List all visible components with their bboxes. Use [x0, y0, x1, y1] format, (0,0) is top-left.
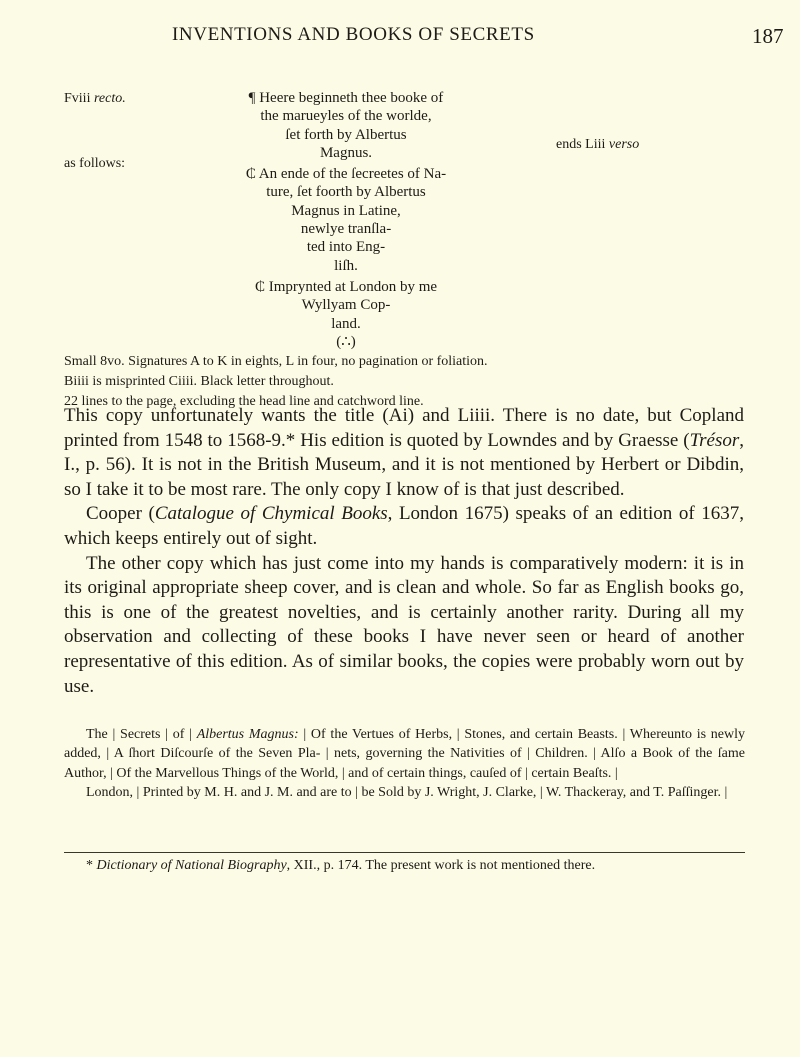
quote-paragraph — [64, 725, 745, 783]
colophon-line: Wyllyam Cop- — [301, 297, 391, 314]
colophon-second-block — [236, 165, 456, 275]
text-run: | Of the Vertues of Herbs, | Stones, and certain Beasts. | Whereunto is newly added, | A ſhort Diſcourſe of the Seven Pla- | nets, governing the Nativities of | Children. | Alſo a Book of the ſame Author, | Of the Marvellous Things of the World, | and of certain things, cauſed of | certain Beaſts. | — [64, 727, 745, 781]
colophon-line: liſh. — [334, 257, 358, 274]
verso-label: verso — [608, 137, 640, 152]
italic-title: Dictionary of National Biography — [96, 858, 287, 873]
collation-notes — [64, 352, 744, 411]
colophon-ornament: (∴) — [336, 333, 356, 350]
colophon-line: ſet forth by Albertus — [285, 126, 407, 143]
colophon-line: Magnus in Latine, — [291, 202, 401, 219]
collation-line: Small 8vo. Signatures A to K in eights, L in four, no pagination or foliation. — [64, 354, 488, 369]
colophon-first-block — [236, 89, 456, 162]
quote-paragraph: London, | Printed by M. H. and J. M. and are to | be Sold by J. Wright, J. Clarke, | W. Thackeray, and T. Paſſinger. | — [86, 784, 728, 800]
colophon-transcription — [236, 89, 456, 351]
margin-note-ends — [556, 136, 639, 154]
collation-line: 22 lines to the page, excluding the head line and catchword line. — [64, 393, 424, 409]
italic-title: Catalogue of Chymical Books — [154, 503, 388, 525]
footnote-mark: * — [86, 858, 97, 873]
running-head — [0, 18, 800, 58]
text-run: This copy unfortunately wants the title (Ai) and Liiii. There is no date, but Copland printed from 1548 to 1568-9.* His edition is quoted by Lowndes and by Graesse ( — [64, 405, 744, 451]
colophon-line: ture, ſet foorth by Albertus — [266, 184, 426, 201]
margin-note-signature — [64, 90, 126, 108]
title-transcription — [64, 725, 745, 802]
margin-note-as-follows: as follows: — [64, 156, 126, 171]
paragraph — [64, 404, 744, 502]
text-run: , XII., p. 174. The present work is not mentioned there. — [286, 858, 596, 873]
paragraph — [64, 502, 744, 551]
footnote-text — [64, 856, 745, 875]
collation-line: Biiii is misprinted Ciiii. Black letter throughout. — [64, 373, 334, 389]
text-run: The | Secrets | of | — [86, 727, 197, 742]
text-run: , London 1675) speaks of an edition of 1637, which keeps entirely out of sight. — [64, 503, 744, 549]
ends-label: ends Liii — [556, 137, 606, 152]
footnote — [64, 856, 745, 875]
page-number: 187 — [752, 24, 784, 48]
main-text — [64, 404, 744, 699]
colophon-line: newlye tranſla- — [300, 221, 392, 238]
colophon-line: Magnus. — [319, 144, 373, 161]
colophon-third-block — [236, 278, 456, 351]
colophon-line: ted into Eng- — [306, 239, 386, 256]
text-run: , I., p. 56). It is not in the British Museum, and it is not mentioned by Herbert or Dibdin, so I take it to be most rare. The only copy I know of is that just described. — [64, 429, 744, 500]
paragraph: The other copy which has just come into my hands is comparatively modern: it is in its original appropriate sheep cover, and is clean and whole. So far as English books go, this is one of the greatest novelties, and is certainly another rarity. During all my observation and collecting of these books I have never seen or heard of another representative of this edition. As of similar books, the copies were probably worn out by use. — [64, 552, 744, 697]
italic-title: Albertus Magnus: — [196, 727, 299, 742]
colophon-line: ¶ Heere beginneth thee booke of — [248, 90, 444, 106]
running-title: INVENTIONS AND BOOKS OF SECRETS — [172, 24, 535, 45]
colophon-line: ₵ An ende of the ſecreetes of Na- — [245, 166, 447, 183]
italic-title: Trésor — [689, 429, 740, 451]
colophon-line: the marueyles of the worlde, — [260, 108, 432, 125]
recto-label: recto. — [93, 91, 126, 106]
colophon-line: land. — [331, 315, 361, 332]
signature-label: Fviii — [64, 91, 91, 106]
colophon-line: ₵ Imprynted at London by me — [254, 278, 438, 295]
footnote-rule — [64, 852, 745, 853]
text-run: Cooper ( — [86, 503, 155, 525]
